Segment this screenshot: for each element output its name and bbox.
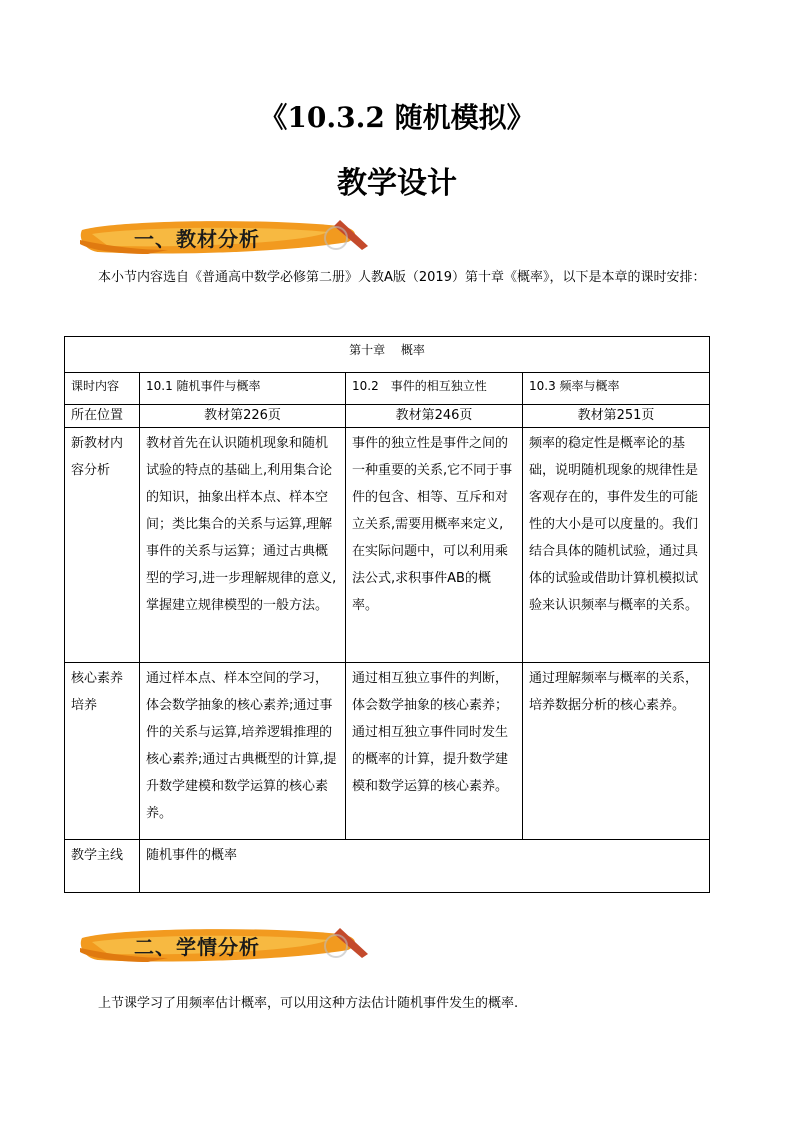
table-cell: 通过相互独立事件的判断，体会数学抽象的核心素养；通过相互独立事件同时发生的概率的计算，提升数学建模和数学运算的核心素养。: [346, 663, 523, 840]
lesson-title: 10.2 事件的相互独立性: [346, 373, 523, 405]
table-row: [65, 428, 710, 663]
table-cell: 随机事件的概率: [140, 840, 710, 893]
intro-paragraph: 本小节内容选自《普通高中数学必修第二册》人教A版（2019）第十章《概率》，以下是本章的课时安排：: [98, 270, 706, 285]
section-banner-textbook-analysis: [78, 216, 378, 260]
chapter-schedule-table: [64, 336, 710, 893]
student-analysis-paragraph: 上节课学习了用频率估计概率，可以用这种方法估计随机事件发生的概率.: [98, 996, 519, 1011]
table-row: [65, 840, 710, 893]
document-title: 《10.3.2 随机模拟》: [259, 101, 535, 134]
table-cell: 通过理解频率与概率的关系，培养数据分析的核心素养。: [523, 663, 710, 840]
row-label: 新教材内容分析: [65, 428, 140, 663]
table-cell: 通过样本点、样本空间的学习，体会数学抽象的核心素养;通过事件的关系与运算,培养逻辑推理的核心素养;通过古典概型的计算,提升数学建模和数学运算的核心素养。: [140, 663, 346, 840]
table-row: [65, 405, 710, 428]
row-label: 核心素养培养: [65, 663, 140, 840]
row-label: 课时内容: [65, 373, 140, 405]
lesson-title: 10.3 频率与概率: [523, 373, 710, 405]
row-label: 所在位置: [65, 405, 140, 428]
row-label: 教学主线: [65, 840, 140, 893]
lesson-title: 10.1 随机事件与概率: [140, 373, 346, 405]
chapter-header: 第十章 概率: [65, 337, 710, 373]
table-row: [65, 663, 710, 840]
table-cell: 教材首先在认识随机现象和随机试验的特点的基础上,利用集合论的知识，抽象出样本点、样本空间；类比集合的关系与运算,理解事件的关系与运算；通过古典概型的学习,进一步理解规律的意义,掌握建立规律模型的一般方法。: [140, 428, 346, 663]
section-banner-student-analysis: [78, 924, 378, 968]
table-cell: 教材第246页: [346, 405, 523, 428]
table-cell: 频率的稳定性是概率论的基础，说明随机现象的规律性是客观存在的，事件发生的可能性的大小是可以度量的。我们结合具体的随机试验，通过具体的试验或借助计算机模拟试验来认识频率与概率的关系。: [523, 428, 710, 663]
section-heading: 一、教材分析: [134, 227, 260, 251]
table-cell: 教材第251页: [523, 405, 710, 428]
table-cell: 教材第226页: [140, 405, 346, 428]
table-header-row: [65, 337, 710, 373]
document-subtitle: 教学设计: [337, 166, 457, 201]
table-row: [65, 373, 710, 405]
table-cell: 事件的独立性是事件之间的一种重要的关系,它不同于事件的包含、相等、互斥和对立关系,需要用概率来定义,在实际问题中，可以利用乘法公式,求积事件AB的概率。: [346, 428, 523, 663]
section-heading: 二、学情分析: [134, 935, 260, 959]
